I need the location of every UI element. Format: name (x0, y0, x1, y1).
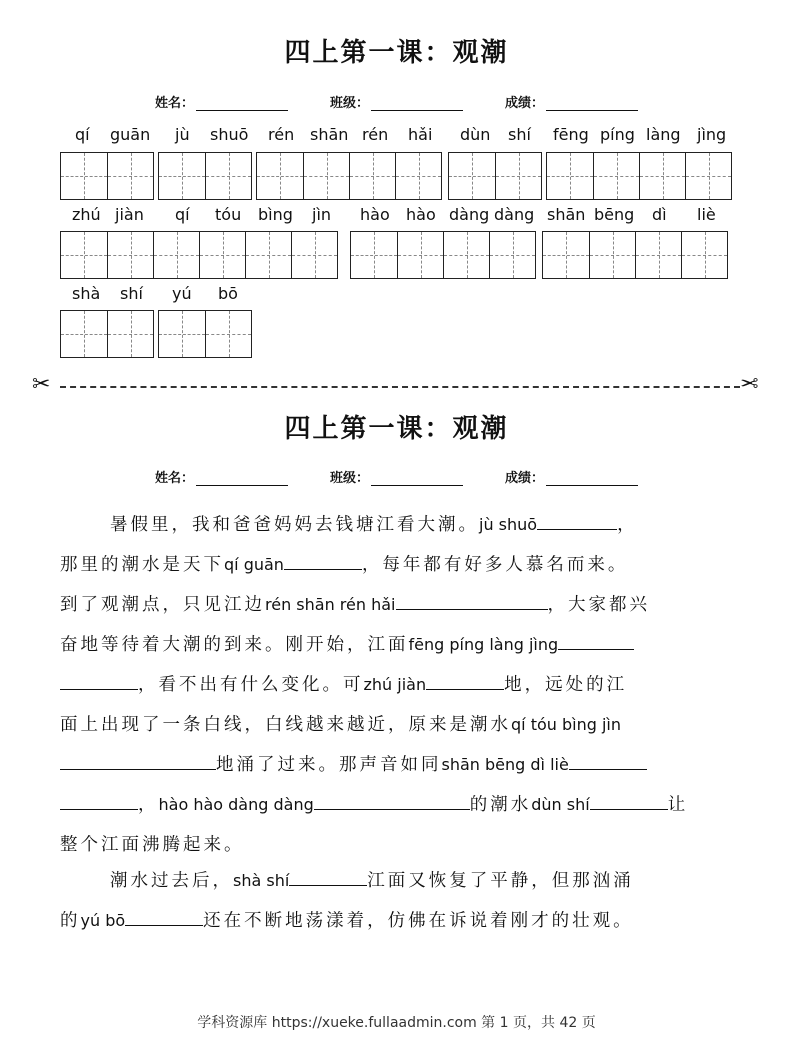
pinyin: qí (175, 205, 190, 224)
writing-grid[interactable] (60, 231, 338, 279)
pinyin: shān (310, 125, 349, 144)
writing-grid[interactable] (546, 152, 732, 200)
answer-blank[interactable] (314, 793, 470, 810)
pinyin: hào (360, 205, 390, 224)
pinyin: qí (75, 125, 90, 144)
writing-grid[interactable] (448, 152, 542, 200)
answer-blank[interactable] (396, 593, 548, 610)
pinyin: hào (406, 205, 436, 224)
page-title: 四上第一课：观潮 (284, 38, 509, 68)
answer-blank[interactable] (558, 633, 634, 650)
writing-grid[interactable] (60, 310, 154, 358)
name-field[interactable]: 姓名： (155, 467, 288, 486)
answer-blank[interactable] (284, 553, 362, 570)
writing-grid[interactable] (350, 231, 536, 279)
pinyin: zhú (72, 205, 101, 224)
answer-blank[interactable] (60, 753, 216, 770)
page-title: 四上第一课：观潮 (284, 414, 509, 444)
pinyin: jù (175, 125, 190, 144)
pinyin: shuō (210, 125, 249, 144)
scissors-icon: ✂ (32, 372, 51, 397)
footer: 学科资源库 https://xueke.fullaadmin.com 第 1 页，共 42 页 (197, 1015, 596, 1031)
pinyin: shí (120, 284, 143, 303)
pinyin: fēng (553, 125, 589, 144)
pinyin: jìn (312, 205, 332, 224)
pinyin: shān (547, 205, 586, 224)
pinyin: tóu (215, 205, 242, 224)
pinyin: jìng (697, 125, 727, 144)
scissors-icon: ✂ (740, 372, 759, 397)
answer-blank[interactable] (289, 869, 367, 886)
pinyin: rén (268, 125, 295, 144)
pinyin: píng (600, 125, 635, 144)
answer-blank[interactable] (60, 793, 138, 810)
class-field[interactable]: 班级： (330, 92, 463, 111)
name-field[interactable]: 姓名： (155, 92, 288, 111)
writing-grid[interactable] (256, 152, 442, 200)
pinyin: shà (72, 284, 101, 303)
pinyin: liè (697, 205, 716, 224)
pinyin: jiàn (115, 205, 144, 224)
pinyin: guān (110, 125, 151, 144)
pinyin: dàng (449, 205, 490, 224)
pinyin: rén (362, 125, 389, 144)
answer-blank[interactable] (590, 793, 668, 810)
cut-line (60, 386, 740, 388)
score-field[interactable]: 成绩： (505, 92, 638, 111)
pinyin: yú (172, 284, 192, 303)
pinyin: làng (646, 125, 681, 144)
writing-grid[interactable] (158, 152, 252, 200)
pinyin: dùn (460, 125, 491, 144)
pinyin: bō (218, 284, 238, 303)
answer-blank[interactable] (60, 673, 138, 690)
pinyin: bìng (258, 205, 293, 224)
pinyin: shí (508, 125, 531, 144)
writing-grid[interactable] (158, 310, 252, 358)
class-field[interactable]: 班级： (330, 467, 463, 486)
pinyin: dì (652, 205, 667, 224)
answer-blank[interactable] (125, 909, 203, 926)
writing-grid[interactable] (60, 152, 154, 200)
pinyin: hǎi (408, 125, 433, 144)
answer-blank[interactable] (569, 753, 647, 770)
writing-grid[interactable] (542, 231, 728, 279)
answer-blank[interactable] (426, 673, 504, 690)
answer-blank[interactable] (537, 513, 617, 530)
pinyin: dàng (494, 205, 535, 224)
pinyin: bēng (594, 205, 635, 224)
score-field[interactable]: 成绩： (505, 467, 638, 486)
